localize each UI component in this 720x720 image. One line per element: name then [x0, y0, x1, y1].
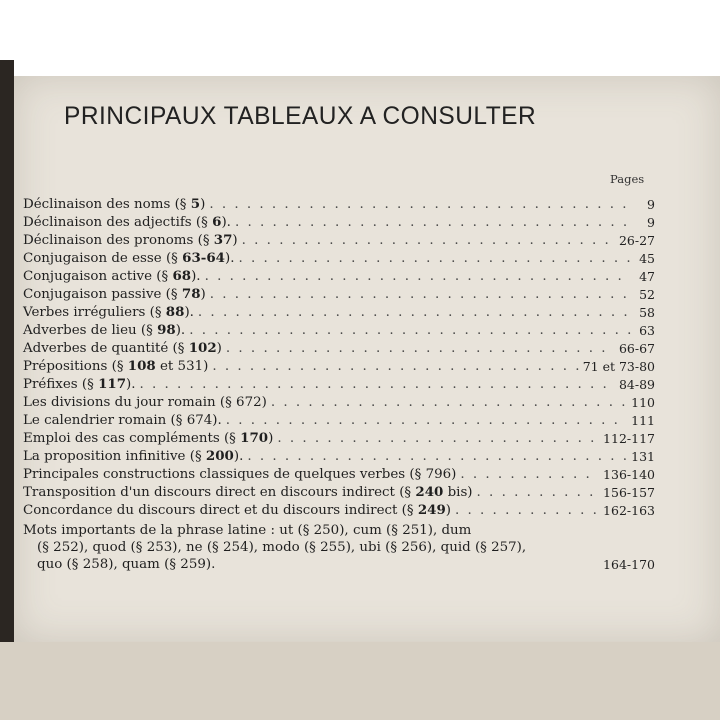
- toc-entry-label: Les divisions du jour romain (§ 672): [23, 395, 267, 410]
- toc-entry-pages: 156-157: [603, 485, 655, 500]
- leader-dots: [209, 196, 631, 214]
- leader-dots: [198, 304, 631, 322]
- toc-entry-label: Déclinaison des adjectifs (§ 6).: [23, 214, 231, 230]
- toc-entry-pages: 131: [631, 449, 655, 464]
- toc-entry: [23, 196, 655, 214]
- toc-entry-label: Préfixes (§ 117).: [23, 376, 136, 392]
- toc-entry-label: Déclinaison des noms (§ 5): [23, 196, 206, 212]
- toc-entry-line: (§ 252), quod (§ 253), ne (§ 254), modo (§ 255), ubi (§ 256), quid (§ 257),: [37, 540, 527, 555]
- book-page: [14, 76, 720, 642]
- leader-dots: [277, 430, 599, 448]
- toc-entry-line: Mots importants de la phrase latine : ut (§ 250), cum (§ 251), dum: [23, 523, 472, 538]
- toc-entry: [23, 430, 655, 448]
- toc-entry-label: Emploi des cas compléments (§ 170): [23, 430, 274, 446]
- toc-entry-pages: 26-27: [618, 233, 655, 248]
- pages-column-header: Pages: [610, 172, 645, 186]
- toc-entry-label: Verbes irréguliers (§ 88).: [23, 304, 194, 320]
- leader-dots: [477, 484, 600, 502]
- toc-entry-pages: 58: [639, 305, 655, 320]
- toc-entry-pages: 47: [639, 269, 655, 284]
- leader-dots: [226, 412, 627, 430]
- toc-entry-pages: 111: [631, 413, 655, 428]
- toc-entry: [23, 304, 655, 322]
- toc-entry-pages: 71 et 73-80: [582, 359, 655, 374]
- toc-entry: [23, 286, 655, 304]
- toc-entry: [23, 322, 655, 340]
- toc-entry: [23, 484, 655, 502]
- toc-entry-pages: 63: [639, 323, 655, 338]
- leader-dots: [226, 340, 615, 358]
- leader-dots: [247, 448, 627, 466]
- toc-entry-line: quo (§ 258), quam (§ 259).: [37, 557, 216, 572]
- toc-entry-pages: 9: [647, 197, 655, 212]
- leader-dots: [212, 358, 578, 376]
- toc-entry-label: Déclinaison des pronoms (§ 37): [23, 232, 238, 248]
- leader-dots: [271, 394, 627, 412]
- leader-dots: [189, 322, 631, 340]
- toc-entry-label: Adverbes de lieu (§ 98).: [23, 322, 186, 338]
- toc-entry-pages: 84-89: [618, 377, 655, 392]
- toc-entry-label: Conjugaison passive (§ 78): [23, 286, 206, 302]
- toc-entry-pages: 45: [639, 251, 655, 266]
- toc-entry-label: La proposition infinitive (§ 200).: [23, 448, 244, 464]
- toc-entry: [23, 214, 655, 232]
- toc-entry: [23, 376, 655, 394]
- table-of-contents: [23, 196, 655, 573]
- toc-entry: [23, 358, 655, 376]
- toc-entry-pages: 112-117: [603, 431, 655, 446]
- background-edge: [0, 60, 14, 660]
- toc-entry-label: Concordance du discours direct et du discours indirect (§ 249): [23, 502, 452, 518]
- toc-entry-label: Transposition d'un discours direct en discours indirect (§ 240 bis): [23, 484, 473, 500]
- toc-entry-multiline: [23, 520, 655, 573]
- leader-dots: [460, 466, 599, 484]
- toc-entry-pages: 162-163: [603, 503, 655, 518]
- leader-dots: [242, 232, 615, 250]
- toc-entry-pages: 9: [647, 215, 655, 230]
- toc-entry-label: Conjugaison de esse (§ 63-64).: [23, 250, 235, 266]
- toc-entry-label: Prépositions (§ 108 et 531): [23, 358, 209, 374]
- toc-entry-pages: 164-170: [603, 557, 655, 572]
- background-surface: [0, 642, 720, 720]
- toc-entry: [23, 268, 655, 286]
- toc-entry: [23, 232, 655, 250]
- leader-dots: [455, 502, 599, 520]
- leader-dots: [210, 286, 631, 304]
- toc-entry-pages: 52: [639, 287, 655, 302]
- toc-entry: [23, 448, 655, 466]
- toc-entry: [23, 340, 655, 358]
- toc-entry-pages: 66-67: [618, 341, 655, 356]
- toc-entry-pages: 110: [631, 395, 655, 410]
- toc-entry-pages: 136-140: [603, 467, 655, 482]
- toc-entry: [23, 250, 655, 268]
- toc-entry-label: Adverbes de quantité (§ 102): [23, 340, 222, 356]
- toc-entry-label: Principales constructions classiques de quelques verbes (§ 796): [23, 467, 457, 482]
- toc-entry: [23, 394, 655, 412]
- leader-dots: [238, 250, 631, 268]
- page-title: PRINCIPAUX TABLEAUX A CONSULTER: [64, 102, 537, 130]
- toc-entry: [23, 466, 655, 484]
- toc-entry-label: Conjugaison active (§ 68).: [23, 268, 201, 284]
- toc-entry: [23, 502, 655, 520]
- leader-dots: [205, 268, 631, 286]
- leader-dots: [140, 376, 615, 394]
- leader-dots: [235, 214, 631, 232]
- toc-entry-label: Le calendrier romain (§ 674).: [23, 413, 222, 428]
- toc-entry: [23, 412, 655, 430]
